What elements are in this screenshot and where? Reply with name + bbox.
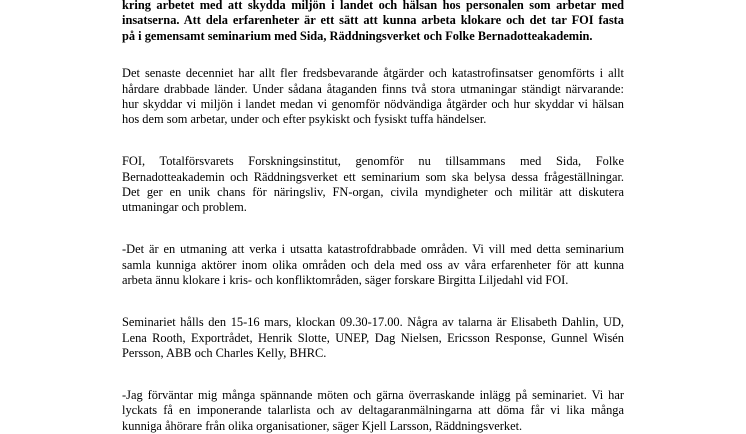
paragraph-line: Lena Rooth, Exportrådet, Henrik Slotte, UNEP, Dag Nielsen, Ericsson Response, Gunnel Wisén (122, 331, 624, 345)
paragraph-line: arbeta ännu klokare i kris- och konfliktområden, säger forskare Birgitta Liljedahl vid FOI. (122, 273, 569, 287)
paragraph-line: Bernadotteakademin och Räddningsverket ett seminarium som ska belysa dessa frågeställningar. (122, 170, 624, 184)
paragraph-line: utmaningar och problem. (122, 200, 247, 214)
paragraph-line: -Jag förväntar mig många spännande möten och gärna överraskande inlägg på seminariet. Vi har (122, 388, 624, 402)
paragraph-line: -Det är en utmaning att verka i utsatta katastrofdrabbade områden. Vi vill med detta seminarium (122, 242, 624, 256)
lead-line: kring arbetet med att skydda miljön i landet och hälsan hos personalen som arbetar med (122, 0, 624, 12)
paragraph-line: hårdare drabbade länder. Under sådana åtaganden finns två stora utmaningar ständigt närvarande: (122, 82, 624, 96)
lead-line: insatserna. Att dela erfarenheter är ett sätt att kunna arbeta klokare och det tar FOI fasta (122, 13, 624, 27)
paragraph-line: Det senaste decenniet har allt fler fredsbevarande åtgärder och katastrofinsatser genomförts i allt (122, 66, 624, 80)
paragraph-line: samla kunniga aktörer inom olika områden och dela med oss av våra erfarenheter för att kunna (122, 258, 624, 272)
paragraph-line: hur skyddar vi miljön i landet medan vi genomför nödvändiga åtgärder och hur skyddar vi hälsan (122, 97, 624, 111)
paragraph-line: Persson, ABB och Charles Kelly, BHRC. (122, 346, 327, 360)
lead-line: på i gemensamt seminarium med Sida, Räddningsverket och Folke Bernadotteakademin. (122, 29, 593, 43)
paragraph-line: lyckats få en imponerande talarlista och av deltagaranmälningarna att döma får vi lika många (122, 403, 624, 417)
paragraph-line: Det ger en unik chans för näringsliv, FN-organ, civila myndigheter och militär att diskutera (122, 185, 624, 199)
paragraph-line: hos dem som arbetar, under och efter psykiskt och fysiskt tuffa händelser. (122, 112, 487, 126)
paragraph-line: FOI, Totalförsvarets Forskningsinstitut, genomför nu tillsammans med Sida, Folke (122, 154, 624, 168)
paragraph-line: Seminariet hålls den 15-16 mars, klockan 09.30-17.00. Några av talarna är Elisabeth Dahlin, UD, (122, 315, 624, 329)
paragraph-line: kunniga åhörare från olika organisationer, säger Kjell Larsson, Räddningsverket. (122, 419, 523, 433)
